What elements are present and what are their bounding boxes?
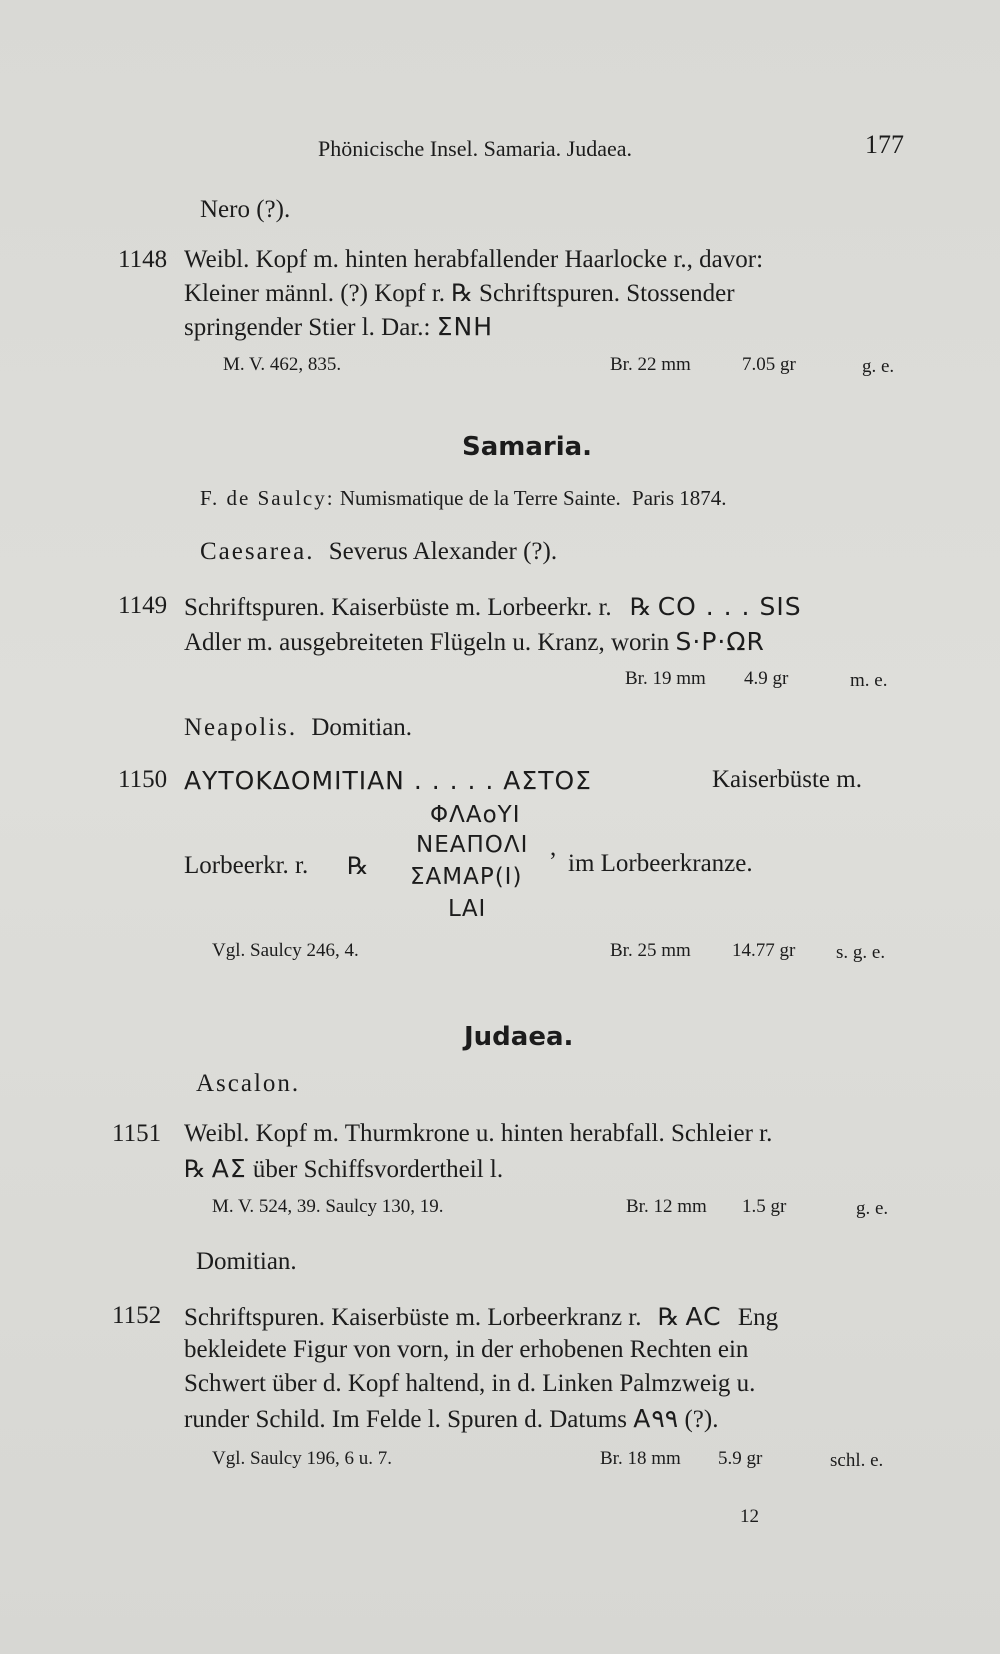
entry-1152-size: Br. 18 mm	[600, 1448, 681, 1469]
entry-1151-line1: Weibl. Kopf m. Thurmkrone u. hinten herabfall. Schleier r.	[184, 1120, 773, 1147]
entry-1151-reference: M. V. 524, 39. Saulcy 130, 19.	[212, 1196, 444, 1217]
entry-1152-line1: Schriftspuren. Kaiserbüste m. Lorbeerkranz r. ℞ AC Eng	[184, 1302, 779, 1331]
entry-1150-legend: ΑΥΤΟΚΔΟΜΙΤΙΑΝ . . . . . ΑΣΤΟΣ	[184, 766, 592, 795]
entry-1150-line1: Kaiserbüste m.	[712, 766, 862, 793]
page-number: 177	[865, 130, 904, 159]
entry-1148-condition: g. e.	[862, 356, 895, 377]
section-ascalon: Ascalon.	[196, 1070, 301, 1097]
entry-1152-line4: runder Schild. Im Felde l. Spuren d. Datums Α۹۹ (?).	[184, 1404, 719, 1433]
entry-1150-lorbeerkr: Lorbeerkr. r.	[184, 852, 309, 879]
greek-legend: Α۹۹	[633, 1404, 679, 1433]
entry-1149-condition: m. e.	[850, 670, 888, 691]
section-caesarea: Caesarea. Severus Alexander (?).	[200, 538, 558, 565]
entry-number-1152: 1152	[112, 1302, 162, 1329]
entry-1151-condition: g. e.	[856, 1198, 889, 1219]
section-nero: Nero (?).	[200, 196, 291, 223]
bibliography-saulcy: F. de Saulcy: Numismatique de la Terre Sainte. Paris 1874.	[200, 486, 727, 510]
entry-1149-size: Br. 19 mm	[625, 668, 706, 689]
recipe-symbol: ℞	[347, 852, 369, 880]
recipe-symbol: ℞	[184, 1155, 206, 1183]
entry-1148-line1: Weibl. Kopf m. hinten herabfallender Haarlocke r., davor:	[184, 246, 764, 273]
legend-comma: ,	[550, 834, 557, 861]
entry-number-1148: 1148	[118, 246, 168, 273]
entry-1151-line2: ℞ ΑΣ über Schiffsvordertheil l.	[184, 1154, 504, 1183]
entry-1150-reference: Vgl. Saulcy 246, 4.	[212, 940, 359, 961]
entry-1150-condition: s. g. e.	[836, 942, 886, 963]
recipe-symbol: ℞	[657, 1303, 680, 1331]
entry-1149-weight: 4.9 gr	[744, 668, 789, 689]
entry-1152-condition: schl. e.	[830, 1450, 884, 1471]
entry-number-1149: 1149	[118, 592, 168, 619]
entry-1149-line2: Adler m. ausgebreiteten Flügeln u. Kranz, worin S·P·ΩR	[184, 627, 765, 656]
entry-1148-size: Br. 22 mm	[610, 354, 691, 375]
entry-1152-weight: 5.9 gr	[718, 1448, 763, 1469]
greek-legend: S·P·ΩR	[675, 627, 765, 656]
entry-1148-line2: Kleiner männl. (?) Kopf r. ℞ Schriftspuren. Stossender	[184, 279, 735, 307]
entry-1151-weight: 1.5 gr	[742, 1196, 787, 1217]
entry-1152-reference: Vgl. Saulcy 196, 6 u. 7.	[212, 1448, 392, 1469]
section-samaria: Samaria.	[462, 432, 593, 462]
entry-1149-line1: Schriftspuren. Kaiserbüste m. Lorbeerkr. r. ℞ CO . . . SIS	[184, 592, 802, 621]
entry-1150-weight: 14.77 gr	[732, 940, 796, 961]
greek-legend: CO . . . SIS	[657, 592, 802, 621]
running-title: Phönicische Insel. Samaria. Judaea.	[318, 136, 633, 161]
section-domitian: Domitian.	[196, 1248, 297, 1275]
greek-legend: ΣΝΗ	[436, 312, 494, 341]
signature-mark: 12	[740, 1506, 759, 1527]
entry-1150-kranz: im Lorbeerkranze.	[568, 850, 753, 877]
entry-1151-size: Br. 12 mm	[626, 1196, 707, 1217]
legend-neapoli: ΝΕΑΠΟΛΙ	[416, 832, 529, 858]
entry-1152-line2: bekleidete Figur von vorn, in der erhobenen Rechten ein	[184, 1336, 749, 1363]
entry-1148-weight: 7.05 gr	[742, 354, 796, 375]
legend-samar: ΣΑΜΑΡ(Ι)	[410, 864, 523, 890]
entry-number-1151: 1151	[112, 1120, 162, 1147]
entry-1148-reference: M. V. 462, 835.	[223, 354, 342, 375]
greek-legend: AC	[685, 1302, 722, 1331]
greek-legend: ΑΣ	[211, 1154, 247, 1183]
entry-1152-line3: Schwert über d. Kopf haltend, in d. Linken Palmzweig u.	[184, 1370, 756, 1397]
legend-lai: LΑΙ	[448, 896, 487, 922]
entry-number-1150: 1150	[118, 766, 168, 793]
section-judaea: Judaea.	[464, 1022, 574, 1052]
recipe-symbol: ℞	[629, 593, 652, 621]
section-neapolis: Neapolis. Domitian.	[184, 714, 413, 741]
entry-1150-size: Br. 25 mm	[610, 940, 691, 961]
entry-1148-line3: springender Stier l. Dar.: ΣΝΗ	[184, 312, 494, 341]
recipe-symbol: ℞	[451, 279, 473, 307]
legend-phlaoyi: ΦΛΑοΥΙ	[430, 802, 521, 828]
